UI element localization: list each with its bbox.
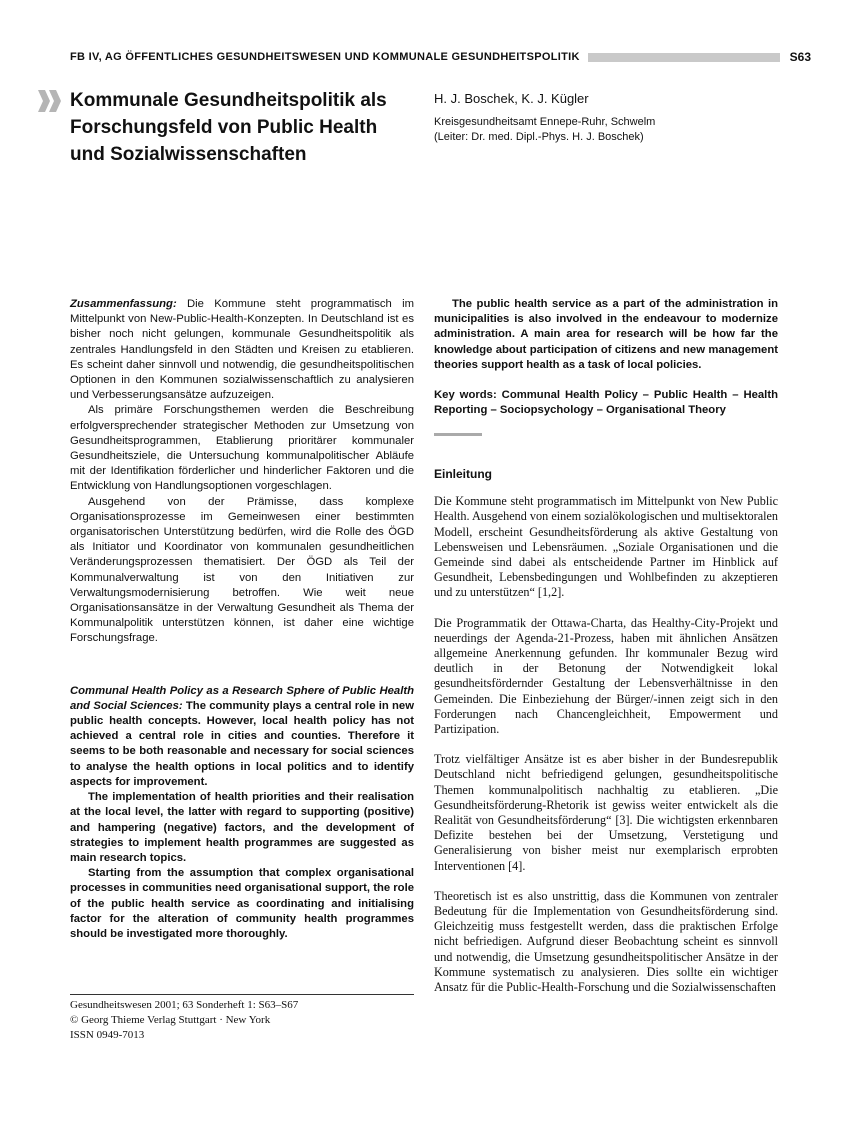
affiliation-head: (Leiter: Dr. med. Dipl.-Phys. H. J. Boschek) (434, 131, 644, 143)
body-paragraph-2: Die Programmatik der Ottawa-Charta, das Healthy-City-Projekt und neuerdings der Agenda-21-Prozess, haben mit ähnlichen Ansätzen allgemeine Anerkennung gefunden. Ihr kommunaler Bezug wird deutlich in der Betonung der Notwendigkeit lokal gesundheitsfördernder Gestaltung der Lebensverhältnisse in den Gemeinden. Die Einbeziehung der Bürger/-innen zeigt sich in den Forderungen nach Chancengleichheit, Empowerment und Partizipation. (434, 615, 778, 737)
abstract-left-column (70, 297, 414, 942)
authors: H. J. Boschek, K. J. Kügler (434, 91, 589, 106)
footer-rule (70, 994, 414, 995)
keywords-list: Communal Health Policy – Public Health – Health Reporting – Sociopsychology – Organisational Theory (434, 389, 778, 417)
header-divider-bar (588, 53, 780, 62)
abstract-right-column (434, 297, 778, 418)
double-chevron-icon (38, 90, 62, 112)
abstract-de-p3: Ausgehend von der Prämisse, dass komplexe Organisationsprozesse im Gemeinwesen einer bestimmten organisatorischen Unterstützung bedürfen, wird die Rolle des ÖGD als Initiator und Koordinator von kommunalen gesundheitlichen Veränderungsprozessen thematisiert. Der ÖGD als Teil der Kommunalverwaltung ist von den Initiativen zur Verwaltungsmodernisierung betroffen. Wie weit neue Organisationsansätze in der Verwaltung Gesundheit als Thema der Kommunalpolitik unterstützen können, ist daher eine wichtige Forschungsfrage. (70, 495, 414, 645)
issn: ISSN 0949-7013 (70, 1029, 145, 1041)
affiliation (434, 115, 814, 145)
publisher: © Georg Thieme Verlag Stuttgart · New York (70, 1014, 271, 1026)
page-number: S63 (789, 50, 811, 64)
abstract-de-label: Zusammenfassung: (70, 298, 177, 310)
body-paragraph-1: Die Kommune steht programmatisch im Mittelpunkt von New Public Health. Ausgehend von einem sozialökologischen und multisektoralen Modell, erscheint Gesundheitsförderung als aktive Gestaltung von Lebensweisen und Lebensräumen. „Soziale Organisationen und die Gemeinde sind dabei als entscheidende Partner im Hinblick auf Gesundheit, Lebensbedingungen und Wohlbefinden zu akzeptieren und zu unterstützen“ [1,2]. (434, 494, 778, 600)
abstract-en-label: Communal Health Policy as a Research Sphere of Public Health and Social Sciences: (70, 684, 414, 712)
abstract-de-p2: Als primäre Forschungsthemen werden die Beschreibung erfolgversprechender strategischer Methoden zur Umsetzung von Gesundheitsprogrammen, Etablierung prioritärer kommunaler Gesundheitsziele, die Untersuchung kommunalpolitischer Abläufe mit der Identifikation förderlicher und hinderlicher Faktoren und die Entwicklung von Handlungsoptionen vorgeschlagen. (70, 404, 414, 493)
body-text (434, 467, 778, 1010)
affiliation-institution: Kreisgesundheitsamt Ennepe-Ruhr, Schwelm (434, 116, 656, 128)
body-paragraph-3: Trotz vielfältiger Ansätze ist es aber bisher in der Bundesrepublik Deutschland nicht befriedigend gelungen, gesundheitspolitische Themen kommunalpolitisch nachhaltig zu etablieren. „Die Gesundheitsförderung-Rhetorik ist gewiss weiter entwickelt als die Realität von Gesundheitsförderung“ [3]. Die wichtigsten erkennbaren Defizite bestehen bei der Umsetzung, Verstetigung und Generalisierung von bisher meist nur exemplarisch erprobten Interventionen [4]. (434, 752, 778, 873)
running-header (70, 48, 811, 66)
keywords-label: Key words: (434, 389, 497, 402)
abstract-en-p1: Communal Health Policy as a Research Sphere of Public Health and Social Sciences: The community plays a central role in new public health concepts. However, local health policy has not achieved a central role in cities and counties. Therefore it seems to be both reasonable and necessary for social sciences to analyse the health options in local politics and to identify aspects for improvement. (70, 684, 415, 788)
section-heading: Einleitung (434, 467, 492, 481)
section-label: FB IV, AG ÖFFENTLICHES GESUNDHEITSWESEN UND KOMMUNALE GESUNDHEITSPOLITIK (70, 51, 580, 63)
abstract-en (70, 684, 414, 942)
section-divider (434, 433, 482, 436)
publication-footer (70, 998, 414, 1043)
abstract-en-p4: The public health service as a part of the administration in municipalities is also involved in the endeavour to modernize administration. A main area for research will be how far the knowledge about participation of citizens and new management theories support health as a task of local policies. (434, 298, 778, 371)
article-title: Kommunale Gesundheitspolitik als Forschungsfeld von Public Health und Sozialwissenschaften (70, 90, 387, 165)
body-paragraph-4: Theoretisch ist es also unstrittig, dass die Kommunen von zentraler Bedeutung für die Implementation von Gesundheitsförderung sind. Gleichzeitig muss festgestellt werden, dass die praktischen Erfolge nicht befriedigen. Aufgrund dieser Beobachtung scheint es sinnvoll und notwendig, die Umsetzung gesundheitspolitischer Ansätze in der Kommune systematisch zu analysieren. Dies sollte ein wichtiger Ansatz für die Public-Health-Forschung und die Sozialwissenschaften (434, 888, 778, 995)
citation: Gesundheitswesen 2001; 63 Sonderheft 1: S63–S67 (70, 999, 299, 1011)
abstract-en-p3: Starting from the assumption that complex organisational processes in communities need organisational support, the role of the public health service as coordinating and initialising factor for the alteration of community health programmes should be investigated more thoroughly. (70, 867, 415, 940)
abstract-de-p1: Zusammenfassung: Die Kommune steht programmatisch im Mittelpunkt von New-Public-Health-Konzepten. In Deutschland ist es bisher noch nicht gelungen, kommunale Gesundheitspolitik als zentrales Handlungsfeld in den Städten und Kreisen zu etablieren. Es scheint daher sinnvoll und notwendig, die gesundheitspolitischen Optionen in den Kommunen sozialwissenschaftlich zu analysieren und Verbesserungsansätze aufzuzeigen. (70, 298, 415, 402)
abstract-en-p2: The implementation of health priorities and their realisation at the local level, the latter with regard to supporting (positive) and hampering (negative) factors, and the development of strategies to implement health programmes are suggested as main research topics. (70, 791, 414, 864)
keywords (434, 388, 778, 418)
